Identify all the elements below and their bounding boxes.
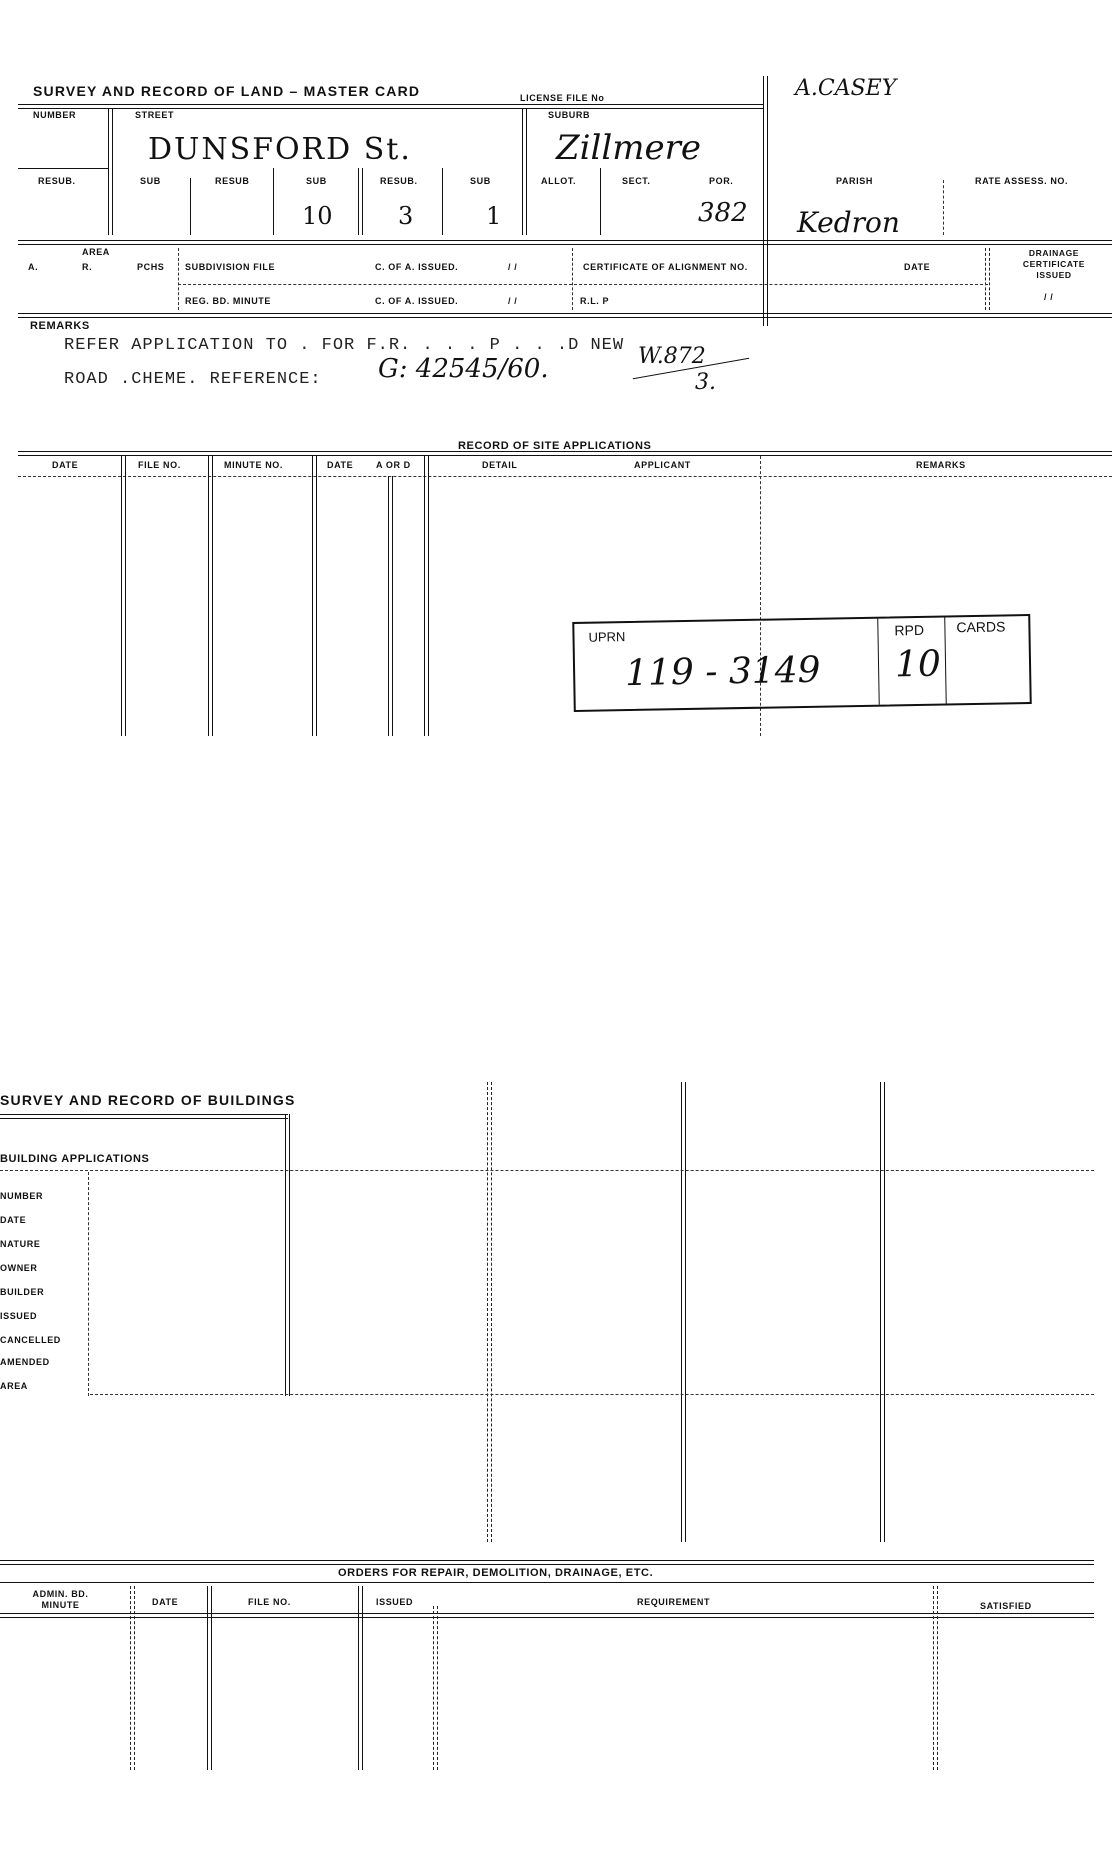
por-label: POR. <box>709 176 734 186</box>
drainage-cert-label: DRAINAGE CERTIFICATE ISSUED <box>1022 248 1086 280</box>
rule <box>358 1586 363 1770</box>
sub-label: SUB <box>306 176 327 186</box>
rule <box>88 1172 89 1396</box>
rule <box>358 168 363 235</box>
resub-label: RESUB <box>215 176 250 186</box>
note-top: W.872 <box>638 344 706 369</box>
sub-label: SUB <box>470 176 491 186</box>
rule <box>190 178 191 235</box>
row-label: NATURE <box>0 1239 41 1249</box>
c-of-a-issued-label: C. OF A. ISSUED. <box>375 262 459 272</box>
rule <box>681 1082 686 1542</box>
rule <box>121 456 126 736</box>
buildings-title: SURVEY AND RECORD OF BUILDINGS <box>0 1092 296 1108</box>
rule <box>877 619 880 705</box>
rule <box>442 168 443 235</box>
uprn-label: UPRN <box>588 629 626 645</box>
uprn-value: 119 - 3149 <box>624 649 821 695</box>
sect-label: SECT. <box>622 176 651 186</box>
orders-title: ORDERS FOR REPAIR, DEMOLITION, DRAINAGE, ETC. <box>338 1567 654 1579</box>
site-applications-title: RECORD OF SITE APPLICATIONS <box>458 440 652 452</box>
rule <box>933 1586 938 1770</box>
building-applications-label: BUILDING APPLICATIONS <box>0 1153 150 1165</box>
allot-label: ALLOT. <box>541 176 577 186</box>
note-bottom: 3. <box>695 370 716 395</box>
rule <box>0 1170 1094 1171</box>
rule <box>90 1394 1094 1395</box>
street-label: STREET <box>135 110 175 120</box>
row-label: ISSUED <box>0 1311 38 1321</box>
col-a-or-d: A OR D <box>376 460 411 470</box>
area-r-label: R. <box>82 262 93 272</box>
parish-label: PARISH <box>836 176 873 186</box>
rule <box>0 1613 1094 1618</box>
rule <box>312 456 317 736</box>
rule <box>487 1082 492 1542</box>
reg-bd-minute-label: REG. BD. MINUTE <box>185 296 272 306</box>
por-value: 382 <box>698 198 748 228</box>
uprn-stamp <box>572 614 1032 712</box>
rule <box>273 168 274 235</box>
rpd-value: 10 <box>894 643 942 686</box>
rule <box>18 104 763 109</box>
row-label: AMENDED <box>0 1357 50 1367</box>
row-label: BUILDER <box>0 1287 45 1297</box>
col-admin-bd-minute: ADMIN. BD. MINUTE <box>32 1589 89 1610</box>
resub-value: 3 <box>398 202 414 230</box>
rule <box>600 168 601 235</box>
col-requirement: REQUIREMENT <box>637 1597 711 1607</box>
c-of-a-issued-label-2: C. OF A. ISSUED. <box>375 296 459 306</box>
license-file-label: LICENSE FILE No <box>520 93 605 103</box>
rule <box>944 617 947 703</box>
parish-value: Kedron <box>797 206 900 239</box>
date-slashes-2: / / <box>508 296 518 306</box>
rule <box>0 1582 1094 1583</box>
rule <box>0 1114 288 1119</box>
rule <box>18 313 1112 318</box>
row-label: CANCELLED <box>0 1335 61 1345</box>
rule <box>18 168 108 169</box>
rule <box>985 248 990 310</box>
col-remarks: REMARKS <box>916 460 966 470</box>
subdivision-file-label: SUBDIVISION FILE <box>185 262 276 272</box>
col-detail: DETAIL <box>482 460 518 470</box>
rl-label: R.L. P <box>580 296 610 306</box>
handwritten-name: A.CASEY <box>795 76 897 101</box>
col-satisfied: SATISFIED <box>980 1601 1032 1611</box>
col-date: DATE <box>152 1597 179 1607</box>
rule <box>388 476 393 736</box>
rule <box>18 240 1112 245</box>
rule <box>207 1586 212 1770</box>
rate-assess-label: RATE ASSESS. NO. <box>975 176 1069 186</box>
pchs-label: PCHS <box>137 262 165 272</box>
row-label: DATE <box>0 1215 27 1225</box>
col-issued: ISSUED <box>376 1597 414 1607</box>
land-card-title: SURVEY AND RECORD OF LAND – MASTER CARD <box>33 83 421 99</box>
rule <box>0 1560 1094 1565</box>
suburb-value: Zillmere <box>556 128 701 168</box>
number-label: NUMBER <box>33 110 77 120</box>
sub-value: 10 <box>302 202 333 230</box>
col-file-no: FILE NO. <box>138 460 181 470</box>
resub-label: RESUB. <box>38 176 76 186</box>
remarks-line-1: REFER APPLICATION TO . FOR F.R. . . . P . . .D NEW <box>64 336 625 355</box>
drainage-date-slashes: / / <box>1044 292 1054 302</box>
rule <box>763 76 768 326</box>
col-applicant: APPLICANT <box>634 460 691 470</box>
rule <box>572 248 573 310</box>
resub-label: RESUB. <box>380 176 418 186</box>
rule <box>424 456 429 736</box>
date-label: DATE <box>904 262 931 272</box>
cards-label: CARDS <box>956 618 1006 636</box>
reference-number: G: 42545/60. <box>378 354 549 384</box>
rule <box>880 1082 885 1542</box>
col-file-no: FILE NO. <box>248 1597 291 1607</box>
cert-alignment-label: CERTIFICATE OF ALIGNMENT NO. <box>583 262 748 272</box>
col-date-2: DATE <box>327 460 354 470</box>
row-label: AREA <box>0 1381 28 1391</box>
rule <box>522 108 527 235</box>
rule <box>178 248 179 310</box>
rule <box>18 451 1112 456</box>
rule <box>943 180 944 235</box>
rule <box>208 456 213 736</box>
suburb-label: SUBURB <box>548 110 591 120</box>
remarks-label: REMARKS <box>30 320 90 332</box>
col-minute-no: MINUTE NO. <box>224 460 283 470</box>
rule <box>433 1606 438 1770</box>
sub-value-2: 1 <box>486 202 502 230</box>
sub-label: SUB <box>140 176 161 186</box>
row-label: NUMBER <box>0 1191 44 1201</box>
street-value: DUNSFORD St. <box>148 132 412 167</box>
rule <box>285 1114 290 1396</box>
col-date: DATE <box>52 460 79 470</box>
area-a-label: A. <box>28 262 39 272</box>
area-label: AREA <box>82 247 110 257</box>
rpd-label: RPD <box>894 621 925 639</box>
rule <box>178 284 988 285</box>
remarks-line-2: ROAD .CHEME. REFERENCE: <box>64 370 322 389</box>
rule <box>108 108 113 235</box>
rule <box>18 476 1112 477</box>
rule <box>130 1586 135 1770</box>
row-label: OWNER <box>0 1263 38 1273</box>
date-slashes: / / <box>508 262 518 272</box>
